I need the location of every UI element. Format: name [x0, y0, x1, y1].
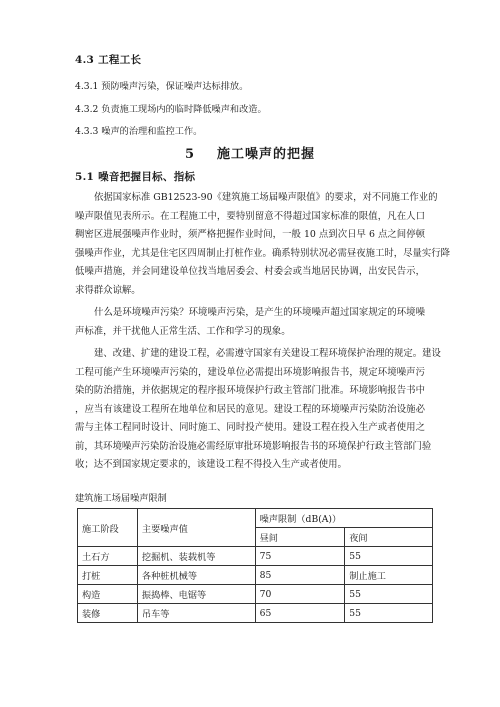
- paragraph-line: 低噪声措施，并会同建设单位找当地居委会、村委会或当地居民协调，出安民告示，: [75, 266, 425, 277]
- paragraph-noise-standard: [75, 189, 451, 300]
- header-night: 夜间: [345, 528, 433, 547]
- cell-stage: 装修: [78, 604, 138, 623]
- table-caption: 建筑施工场届噪声限制: [75, 493, 167, 504]
- cell-night: 制止施工: [345, 566, 433, 585]
- cell-stage: 打桩: [78, 566, 138, 585]
- cell-night: 55: [345, 604, 433, 623]
- paragraph-line: 建、改建、扩建的建设工程，必需遵守国家有关建设工程环境保护治理的规定。建设: [94, 348, 441, 359]
- paragraph-line: 稠密区进展强噪声作业时，须严格把握作业时间，一般 10 点到次日早 6 点之间停顿: [75, 229, 425, 240]
- cell-night: 55: [345, 547, 433, 566]
- paragraph-line: 求得群众谅解。: [75, 284, 141, 296]
- table-header-row: [78, 509, 433, 528]
- cell-day: 70: [255, 585, 345, 604]
- header-day: 昼间: [255, 528, 345, 547]
- cell-source: 振捣棒、电锯等: [137, 585, 255, 604]
- list-item-4-3-3: 4.3.3 噪声的治理和监控工作。: [75, 126, 203, 137]
- paragraph-line: 染的防治措施，并依据规定的程序报环境保护行政主管部门批准。环境影响报告书中: [75, 385, 425, 396]
- cell-day: 75: [255, 547, 345, 566]
- cell-source: 吊车等: [137, 604, 255, 623]
- table-row: [78, 566, 433, 585]
- header-limit: 噪声限制（dB(A)）: [255, 509, 432, 528]
- cell-night: 55: [345, 585, 433, 604]
- header-stage: 施工阶段: [78, 509, 138, 547]
- cell-stage: 构造: [78, 585, 138, 604]
- paragraph-line: 什么是环境噪声污染？环境噪声污染，是产生的环境噪声超过国家规定的环境噪: [94, 307, 425, 318]
- paragraph-line: 噪声限值见表所示。在工程施工中，要特别留意不得超过国家标准的限值，凡在人口: [75, 210, 425, 222]
- noise-limit-table: [77, 508, 433, 623]
- table-row: [78, 585, 433, 604]
- paragraph-line: 依据国家标准 GB12523-90《建筑施工场届噪声限值》的要求，对不同施工作业的: [94, 192, 438, 203]
- paragraph-line: 收；达不到国家规定要求的，该建设工程不得投入生产或者使用。: [75, 459, 347, 470]
- chapter-number: 5: [184, 147, 196, 162]
- cell-day: 85: [255, 566, 345, 585]
- table-row: [78, 547, 433, 566]
- paragraph-line: 前，其环境噪声污染防治设施必需经原审批环境影响报告书的环境保护行政主管部门验: [75, 440, 432, 452]
- list-item-4-3-2: 4.3.2 负责施工现场内的临时降低噪声和改造。: [75, 104, 267, 115]
- cell-day: 65: [255, 604, 345, 623]
- paragraph-line: 强噪声作业，尤其是住宅区四周制止打桩作业。确系特别状况必需昼夜施工时，尽量实行降: [75, 247, 451, 259]
- cell-source: 各种桩机械等: [137, 566, 255, 585]
- table-row: [78, 604, 433, 623]
- paragraph-line: 工程可能产生环境噪声污染的，建设单位必需提出环境影响报告书，规定环境噪声污: [75, 366, 425, 378]
- paragraph-line: 声标准，并干扰他人正常生活、工作和学习的现象。: [75, 325, 291, 337]
- cell-stage: 土石方: [78, 547, 138, 566]
- paragraph-line: 需与主体工程同时设计、同时施工、同时投产使用。建设工程在投入生产或者使用之: [75, 422, 425, 433]
- section-4-3-heading: 4.3 工程工长: [75, 54, 142, 66]
- chapter-5-heading: [0, 143, 500, 162]
- paragraph-construction-rules: [75, 345, 441, 475]
- cell-source: 挖掘机、装载机等: [137, 547, 255, 566]
- paragraph-noise-definition: [75, 304, 425, 341]
- header-source: 主要噪声值: [137, 509, 255, 547]
- list-item-4-3-1: 4.3.1 预防噪声污染，保证噪声达标排放。: [75, 81, 249, 92]
- chapter-title: 施工噪声的把握: [217, 147, 316, 162]
- paragraph-line: ，应当有该建设工程所在地单位和居民的意见。建设工程的环境噪声污染防治设施必: [75, 403, 425, 415]
- section-5-1-heading: 5.1 噪音把握目标、指标: [75, 171, 196, 183]
